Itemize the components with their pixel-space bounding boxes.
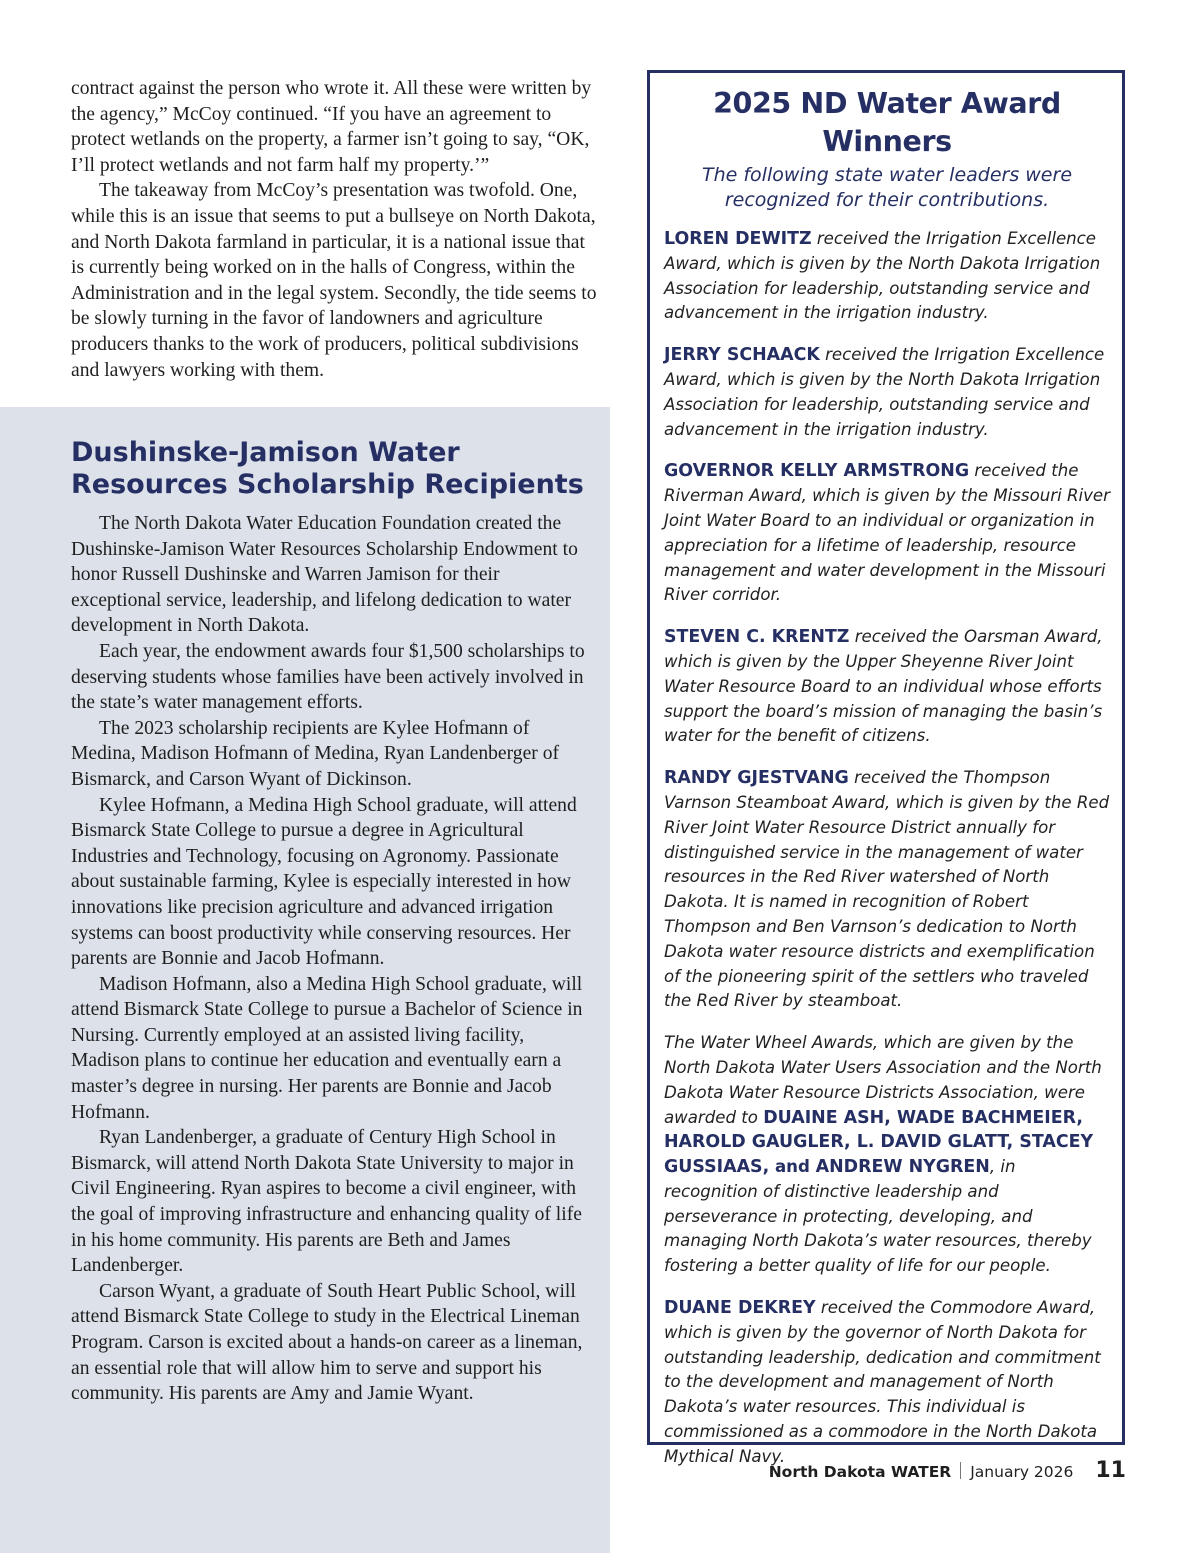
award-description: received the Irrigation Excellence Award, which is given by the North Dakota Irrigation Association for leadership, outstanding service and advancement in the irrigation industry. [664,345,1105,439]
awards-subtitle: The following state water leaders were recognized for their contributions. [701,164,1073,211]
awards-sidebar [647,70,1125,1466]
award-description: received the Riverman Award, which is given by the Missouri River Joint Water Board to an individual or organization in appreciation for a lifetime of leadership, resource management and water development in the Missouri River corridor. [664,461,1110,605]
water-wheel-last-name: ANDREW NYGREN [815,1157,990,1178]
publication-name: North Dakota WATER [768,1463,952,1481]
water-wheel-tail: , in recognition of distinctive leadership and perseverance in protecting, developing, and managing North Dakota’s water resources, thereby fostering a better quality of life for our people. [664,1157,1092,1276]
issue-date: January 2026 [970,1463,1074,1481]
award-recipient-name: RANDY GJESTVANG [664,768,849,789]
award-recipient-name: LOREN DEWITZ [664,229,812,249]
award-entry [664,459,1110,608]
scholarship-paragraph: Each year, the endowment awards four $1,500 scholarships to deserving students whose families have been actively involved in the state’s water management efforts. [71,640,585,714]
award-entry [664,1296,1110,1470]
award-recipient-name: STEVEN C. KRENTZ [664,627,850,648]
page-number: 11 [1095,1458,1126,1483]
water-wheel-names: DUAINE ASH, WADE BACHMEIER, HAROLD GAUGLER, L. DAVID GLATT, STACEY GUSSIAAS, [664,1107,1094,1178]
awards-title: 2025 ND Water Award Winners [713,87,1061,158]
scholarship-paragraph: The North Dakota Water Education Foundation created the Dushinske-Jamison Water Resources Scholarship Endowment to honor Russell Dushinske and Warren Jamison for their exceptional service, leadership, and lifelong dedication to water development in North Dakota. [71,513,578,637]
award-recipient-name: DUANE DEKREY [664,1298,816,1319]
scholarship-section [71,437,591,1407]
award-recipient-name: JERRY SCHAACK [664,345,820,366]
water-wheel-entry [664,1031,1110,1279]
footer-divider [960,1462,961,1479]
award-recipient-name: GOVERNOR KELLY ARMSTRONG [664,461,970,482]
award-description: received the Oarsman Award, which is given by the Upper Sheyenne River Joint Water Resource Board to an individual whose efforts support the board’s mission of managing the basin’s water for the benefit of citizens. [664,627,1103,746]
scholarship-paragraph: Ryan Landenberger, a graduate of Century High School in Bismarck, will attend North Dakota State University to major in Civil Engineering. Ryan aspires to become a civil engineer, with the goal of improving infrastructure and enhancing quality of life in his home community. His parents are Beth and James Landenberger. [71,1127,582,1277]
scholarship-body [71,511,591,1407]
scholarship-paragraph: Kylee Hofmann, a Medina High School graduate, will attend Bismarck State College to pursue a degree in Agricultural Industries and Technology, focusing on Agronomy. Passionate about sustainable farming, Kylee is especially interested in how innovations like precision agriculture and advanced irrigation systems can boost productivity while conserving resources. Her parents are Bonnie and Jacob Hofmann. [71,794,577,970]
award-description: received the Irrigation Excellence Award, which is given by the North Dakota Irrigation Association for leadership, outstanding service and advancement in the irrigation industry. [664,229,1101,323]
award-entry [664,625,1110,749]
award-description: received the Commodore Award, which is given by the governor of North Dakota for outstanding leadership, dedication and commitment to the development and management of North Dakota’s water resources. This individual is commissioned as a commodore in the North Dakota Mythical Navy. [664,1298,1101,1466]
scholarship-heading: Dushinske-Jamison Water Resources Scholarship Recipients [71,437,584,500]
water-wheel-and: and [769,1157,816,1177]
award-description: received the Thompson Varnson Steamboat Award, which is given by the Red River Joint Water Resource District annually for distinguished service in the management of water resources in the Red River watershed of North Dakota. It is named in recognition of Robert Thompson and Ben Varnson’s dedication to North Dakota water resource districts and exemplification of the pioneering spirit of the settlers who traveled the Red River by steamboat. [664,768,1110,1011]
scholarship-paragraph: Madison Hofmann, also a Medina High School graduate, will attend Bismarck State College to pursue a Bachelor of Science in Nursing. Currently employed at an assisted living facility, Madison plans to continue her education and eventually earn a master’s degree in nursing. Her parents are Bonnie and Jacob Hofmann. [71,973,583,1123]
intro-paragraph: contract against the person who wrote it. All these were written by the agency,” McCoy continued. “If you have an agreement to protect wetlands on the property, a farmer isn’t going to say, “OK, I’ll protect wetlands and not farm half my property.’” [71,78,592,176]
water-wheel-lead: The Water Wheel Awards, which are given by the North Dakota Water Users Association and the North Dakota Water Resource Districts Association, were awarded to [664,1033,1102,1127]
intro-paragraph: The takeaway from McCoy’s presentation was twofold. One, while this is an issue that seems to put a bullseye on North Dakota, and North Dakota farmland in particular, it is a national issue that is currently being worked on in the halls of Congress, within the Administration and in the legal system. Secondly, the tide seems to be slowly turning in the favor of landowners and agriculture producers thanks to the work of producers, political subdivisions and lawyers working with them. [71,180,597,381]
scholarship-paragraph: Carson Wyant, a graduate of South Heart Public School, will attend Bismarck State College to study in the Electrical Lineman Program. Carson is excited about a hands-on career as a lineman, an essential role that will allow him to serve and support his community. His parents are Amy and Jamie Wyant. [71,1280,583,1405]
award-entry [664,343,1110,442]
page-footer [769,1458,1126,1483]
award-entry [664,227,1110,326]
intro-text [71,76,601,383]
award-entry [664,766,1110,1014]
scholarship-paragraph: The 2023 scholarship recipients are Kylee Hofmann of Medina, Madison Hofmann of Medina, Ryan Landenberger of Bismarck, and Carson Wyant of Dickinson. [71,717,560,790]
